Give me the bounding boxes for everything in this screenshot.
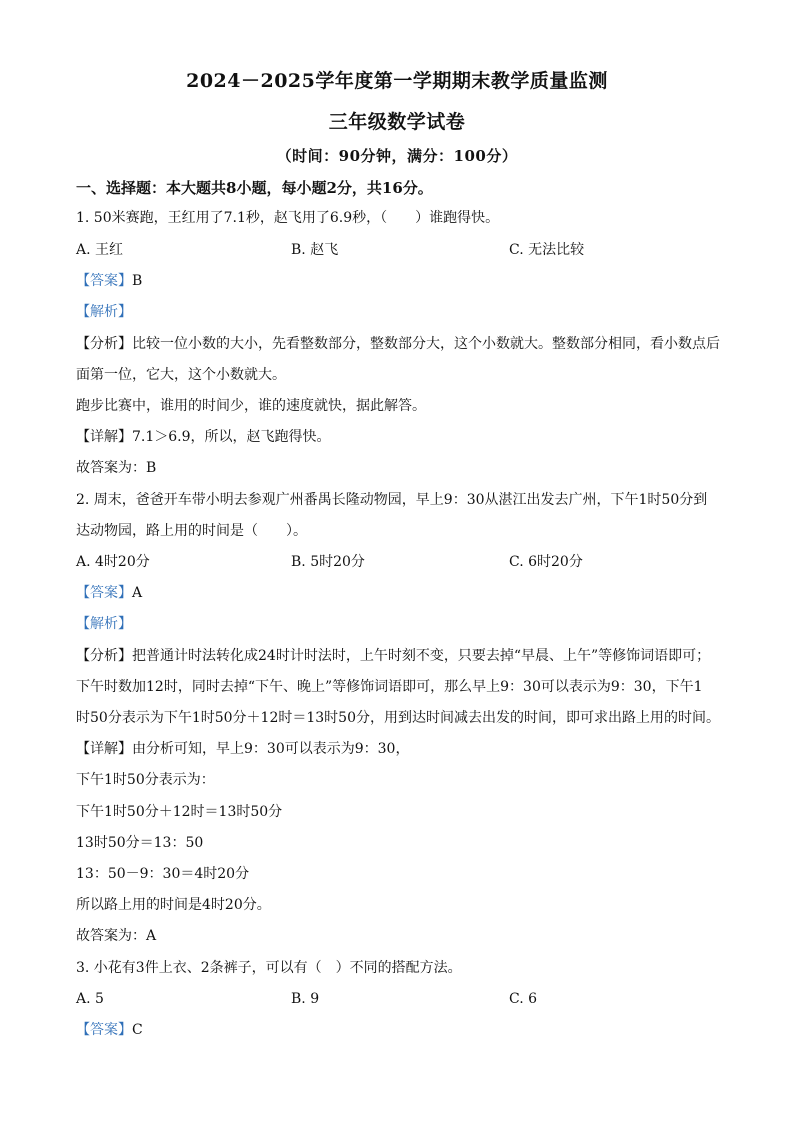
detail-tag: 【详解】 [76, 741, 132, 757]
q2-step-1: 下午1时50分表示为： [76, 772, 215, 788]
q3-option-b: B. 9 [291, 991, 320, 1007]
answer-tag: 【答案】 [76, 1022, 132, 1038]
q3-option-c: C. 6 [509, 991, 538, 1007]
q2-detail-text: 由分析可知，早上9：30可以表示为9：30， [132, 741, 410, 757]
q2-step-3: 13时50分＝13：50 [76, 835, 204, 851]
q1-answer-value: B [132, 273, 143, 289]
q2-option-b: B. 5时20分 [291, 554, 365, 570]
q2-option-a: A. 4时20分 [76, 554, 150, 570]
q3-stem: 3. 小花有3件上衣、2条裤子，可以有（ ）不同的搭配方法。 [76, 960, 462, 976]
q1-fenxi-3: 跑步比赛中，谁用的时间少，谁的速度就快，据此解答。 [76, 398, 426, 414]
q1-option-b: B. 赵飞 [291, 242, 339, 258]
q1-stem: 1. 50米赛跑，王红用了7.1秒，赵飞用了6.9秒，（ ）谁跑得快。 [76, 210, 500, 226]
q2-stem-2: 达动物园，路上用的时间是（ ）。 [76, 523, 307, 539]
q1-option-a: A. 王红 [76, 242, 124, 258]
fenxi-tag: 【分析】 [76, 648, 132, 664]
exam-meta: （时间：90分钟，满分：100分） [276, 147, 518, 165]
q2-final: 故答案为：A [76, 928, 157, 944]
q1-fenxi-2: 面第一位，它大，这个小数就大。 [76, 367, 286, 383]
answer-tag: 【答案】 [76, 273, 132, 289]
detail-tag: 【详解】 [76, 429, 132, 445]
q2-fenxi-text-1: 把普通计时法转化成24时计时法时，上午时刻不变，只要去掉“早晨、上午”等修饰词语即可； [132, 648, 711, 664]
q3-answer-value: C [132, 1022, 143, 1038]
q1-option-c: C. 无法比较 [509, 242, 585, 258]
q1-fenxi-text-1: 比较一位小数的大小，先看整数部分，整数部分大，这个小数就大。整数部分相同，看小数点后 [132, 336, 720, 352]
q1-final: 故答案为：B [76, 460, 157, 476]
section-heading: 一、选择题：本大题共8小题，每小题2分，共16分。 [76, 179, 433, 197]
analysis-tag: 【解析】 [76, 616, 132, 632]
q3-option-a: A. 5 [76, 991, 104, 1007]
q2-option-c: C. 6时20分 [509, 554, 583, 570]
q2-analysis-tag [76, 614, 132, 634]
q2-fenxi-3: 时50分表示为下午1时50分＋12时＝13时50分，用到达时间减去出发的时间，即可求出路上用的时间。 [76, 710, 720, 726]
q2-stem-1: 2. 周末，爸爸开车带小明去参观广州番禺长隆动物园，早上9：30从湛江出发去广州，下午1时50分到 [76, 492, 708, 508]
answer-tag: 【答案】 [76, 585, 132, 601]
q2-step-5: 所以路上用的时间是4时20分。 [76, 897, 271, 913]
q2-step-2: 下午1时50分＋12时＝13时50分 [76, 804, 283, 820]
q1-fenxi-1 [76, 334, 720, 354]
q1-detail [76, 427, 331, 447]
q2-step-4: 13：50－9：30＝4时20分 [76, 866, 250, 882]
exam-title: 2024－2025学年度第一学期期末教学质量监测 [186, 70, 608, 92]
q2-answer-value: A [132, 585, 143, 601]
q2-fenxi-2: 下午时数加12时，同时去掉“下午、晚上”等修饰词语即可，那么早上9：30可以表示为9：30，下午1 [76, 679, 703, 695]
exam-subtitle: 三年级数学试卷 [328, 111, 466, 133]
q2-detail [76, 739, 409, 759]
q2-answer [76, 583, 142, 603]
q1-answer [76, 271, 142, 291]
q1-detail-text: 7.1＞6.9，所以，赵飞跑得快。 [132, 429, 331, 445]
q3-answer [76, 1020, 143, 1040]
q1-analysis-tag [76, 302, 132, 322]
q2-fenxi-1 [76, 646, 710, 666]
analysis-tag: 【解析】 [76, 304, 132, 320]
fenxi-tag: 【分析】 [76, 336, 132, 352]
